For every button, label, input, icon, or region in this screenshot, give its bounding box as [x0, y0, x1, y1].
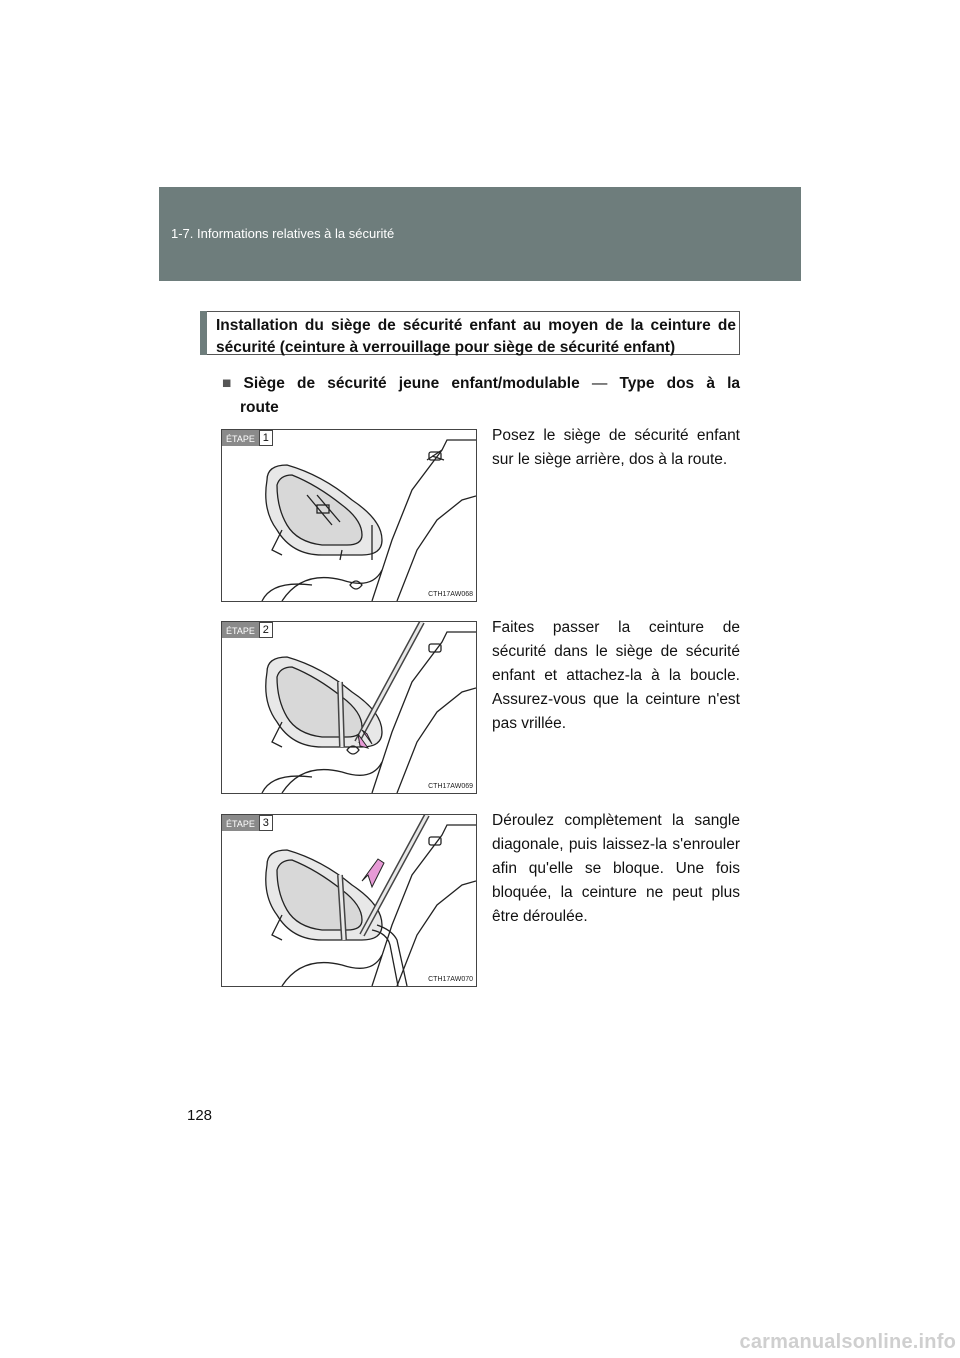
- subheading-word: Siège: [243, 375, 285, 392]
- section-title-bar: [200, 311, 207, 355]
- subheading-word: à: [706, 375, 715, 392]
- subheading-word: jeune: [398, 375, 440, 392]
- watermark: carmanualsonline.info: [739, 1331, 956, 1353]
- section-title: Installation du siège de sécurité enfant au moyen de la ceinture de sécurité (ceinture à verrouillage pour siège de sécurité enfant): [216, 317, 736, 356]
- step-3-text: Déroulez complètement la sangle diagonale, puis laissez-la s'enrouler afin qu'elle se bloque. Une fois bloquée, la ceinture ne peut plus être déroulée.: [492, 812, 740, 925]
- belt-locking-illustration: [222, 815, 476, 986]
- subheading-line-2: route: [240, 399, 279, 416]
- step-badge: [222, 815, 273, 831]
- subheading-word: la: [727, 375, 740, 392]
- figure-code: CTH17AW068: [428, 591, 473, 598]
- subheading-word: enfant/modulable: [451, 375, 580, 392]
- child-seat-placed-illustration: [222, 430, 476, 601]
- subheading: [222, 372, 740, 420]
- step-number: 1: [259, 430, 273, 446]
- step-3-illustration: [221, 814, 477, 987]
- step-2-text: Faites passer la ceinture de sécurité dans le siège de sécurité enfant et attachez-la à la boucle. Assurez-vous que la ceinture n'est pas vrillée.: [492, 619, 740, 732]
- figure-code: CTH17AW070: [428, 976, 473, 983]
- page-number: 128: [187, 1107, 213, 1124]
- step-label: ÉTAPE: [222, 815, 259, 831]
- chapter-heading: 1-7. Informations relatives à la sécurité: [171, 226, 395, 241]
- subheading-word: Type: [619, 375, 655, 392]
- step-label: ÉTAPE: [222, 430, 259, 446]
- square-bullet-icon: ■: [222, 375, 232, 392]
- step-badge: [222, 430, 273, 446]
- subheading-word: sécurité: [327, 375, 387, 392]
- step-number: 3: [259, 815, 273, 831]
- step-2-illustration: [221, 621, 477, 794]
- step-1-text: Posez le siège de sécurité enfant sur le siège arrière, dos à la route.: [492, 427, 740, 468]
- belt-routing-illustration: [222, 622, 476, 793]
- step-label: ÉTAPE: [222, 622, 259, 638]
- subheading-line-1: [222, 372, 740, 396]
- step-badge: [222, 622, 273, 638]
- step-1-illustration: [221, 429, 477, 602]
- subheading-word: dos: [666, 375, 695, 392]
- subheading-dash: —: [591, 375, 608, 392]
- subheading-word: de: [296, 375, 316, 392]
- step-number: 2: [259, 622, 273, 638]
- figure-code: CTH17AW069: [428, 783, 473, 790]
